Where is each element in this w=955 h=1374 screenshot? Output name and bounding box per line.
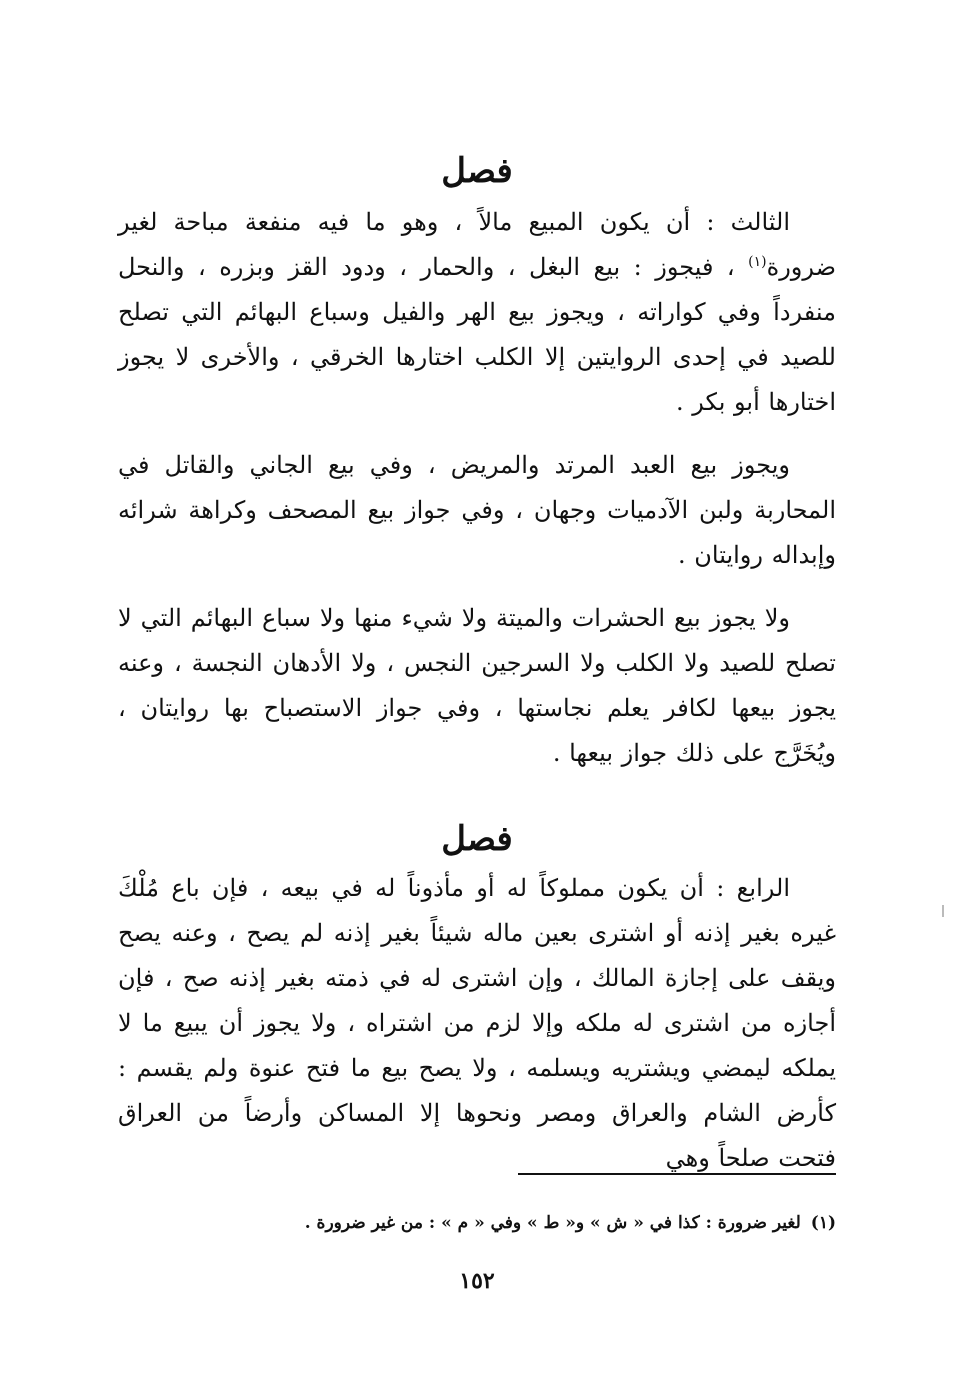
- paragraph-fourth-condition: الرابع : أن يكون مملوكاً له أو مأذوناً له في بيعه ، فإن باع مُلْكَ غيره بغير إذنه أو اشترى بعين ماله شيئاً بغير إذنه لم يصح ، وعنه يصح ويقف على إجازة المالك ، وإن اشترى له في ذمته بغير إذنه صح ، فإن أجازه من اشترى له ملكه وإلا لزم من اشتراه ، ولا يجوز أن يبيع ما لا يملكه ليمضي ويشتريه ويسلمه ، ولا يصح بيع ما فتح عنوة ولم يقسم : كأرض الشام والعراق ومصر ونحوها إلا المساكن وأرضاً من العراق فتحت صلحاً وهي: [118, 874, 836, 1172]
- section-title: فصل: [441, 151, 513, 191]
- footnote-reference[interactable]: (١): [748, 254, 767, 270]
- footnote-number: (١): [810, 1213, 836, 1233]
- footnote-text: لغير ضرورة : كذا في « ش » و« ط » وفي « م » : من غير ضرورة .: [304, 1213, 801, 1233]
- paragraph-text: ، فيجوز : بيع البغل ، والحمار ، ودود القز وبزره ، والنحل منفرداً وفي كواراته ، ويجوز بيع الهر والفيل وسباع البهائم التي تصلح للصيد في إحدى الروايتين إلا الكلب اختارها الخرقي ، والأخرى لا يجوز اختارها أبو بكر .: [118, 253, 836, 416]
- paragraph-third-condition: [118, 200, 836, 425]
- footnote-divider: [518, 1173, 836, 1175]
- footnote: [118, 1210, 836, 1236]
- paragraph-text: الثالث : أن يكون المبيع مالاً ، وهو ما فيه منفعة مباحة لغير ضرورة: [118, 208, 836, 281]
- section-title: فصل: [441, 819, 513, 859]
- scan-edge-mark: [942, 905, 944, 917]
- paragraph-insects-carrion: ولا يجوز بيع الحشرات والميتة ولا شيء منها ولا سباع البهائم التي لا تصلح للصيد ولا الكلب ولا السرجين النجس ، ولا الأدهان النجسة ، وعنه يجوز بيعها لكافر يعلم نجاستها ، وفي جواز الاستصباح بها روايتان ، ويُخَرَّج على ذلك جواز بيعها .: [118, 604, 836, 767]
- page-number: ١٥٢: [459, 1268, 495, 1294]
- paragraph-apostate-slave: ويجوز بيع العبد المرتد والمريض ، وفي بيع الجاني والقاتل في المحاربة ولبن الآدميات وجهان ، وفي جواز بيع المصحف وكراهة شرائه وإبداله روايتان .: [118, 451, 836, 569]
- book-page: [118, 140, 836, 1320]
